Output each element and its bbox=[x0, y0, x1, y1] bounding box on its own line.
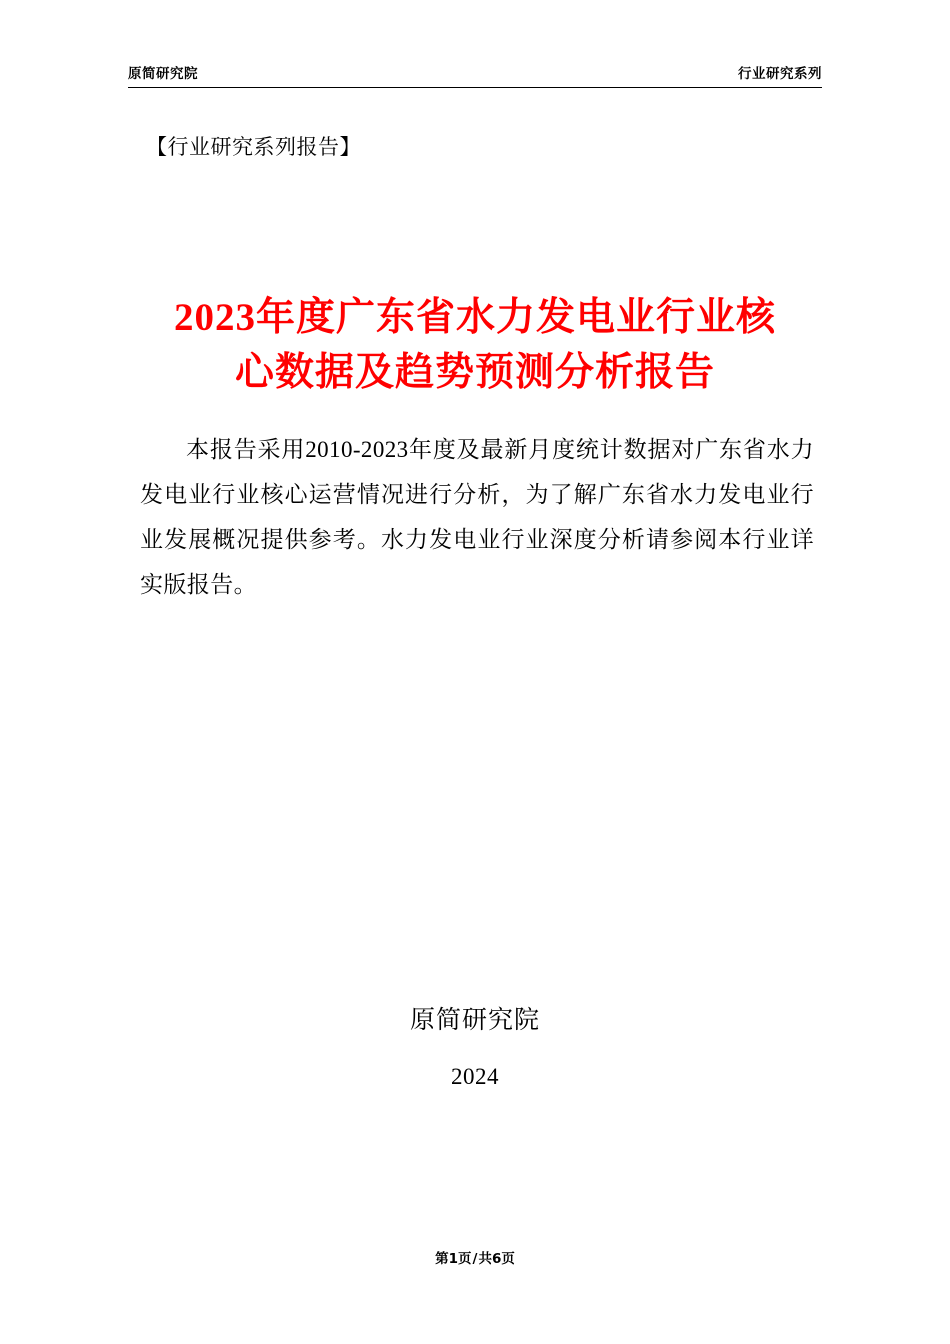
page-number-total: 共6页 bbox=[478, 1251, 515, 1267]
page-title-line-1: 2023年度广东省水力发电业行业核 bbox=[173, 296, 776, 339]
header-series: 行业研究系列 bbox=[738, 66, 822, 82]
abstract-paragraph: 本报告采用2010-2023年度及最新月度统计数据对广东省水力发电业行业核心运营情况进行分析，为了解广东省水力发电业行业发展概况提供参考。水力发电业行业深度分析请参阅本行业详实版报告。 bbox=[140, 437, 814, 597]
page-number-footer bbox=[0, 1247, 950, 1267]
signature-year: 2024 bbox=[451, 1064, 499, 1089]
title-block bbox=[128, 290, 822, 401]
page-title-line-2: 心数据及趋势预测分析报告 bbox=[234, 351, 715, 395]
signature-organization: 原简研究院 bbox=[409, 1007, 540, 1034]
page-header bbox=[128, 62, 822, 88]
page-number-separator: / bbox=[472, 1251, 478, 1267]
header-organization: 原简研究院 bbox=[128, 66, 198, 82]
series-tag: 【行业研究系列报告】 bbox=[146, 135, 361, 159]
page-number-current: 第1页 bbox=[435, 1251, 472, 1267]
signature-block bbox=[0, 1000, 950, 1090]
